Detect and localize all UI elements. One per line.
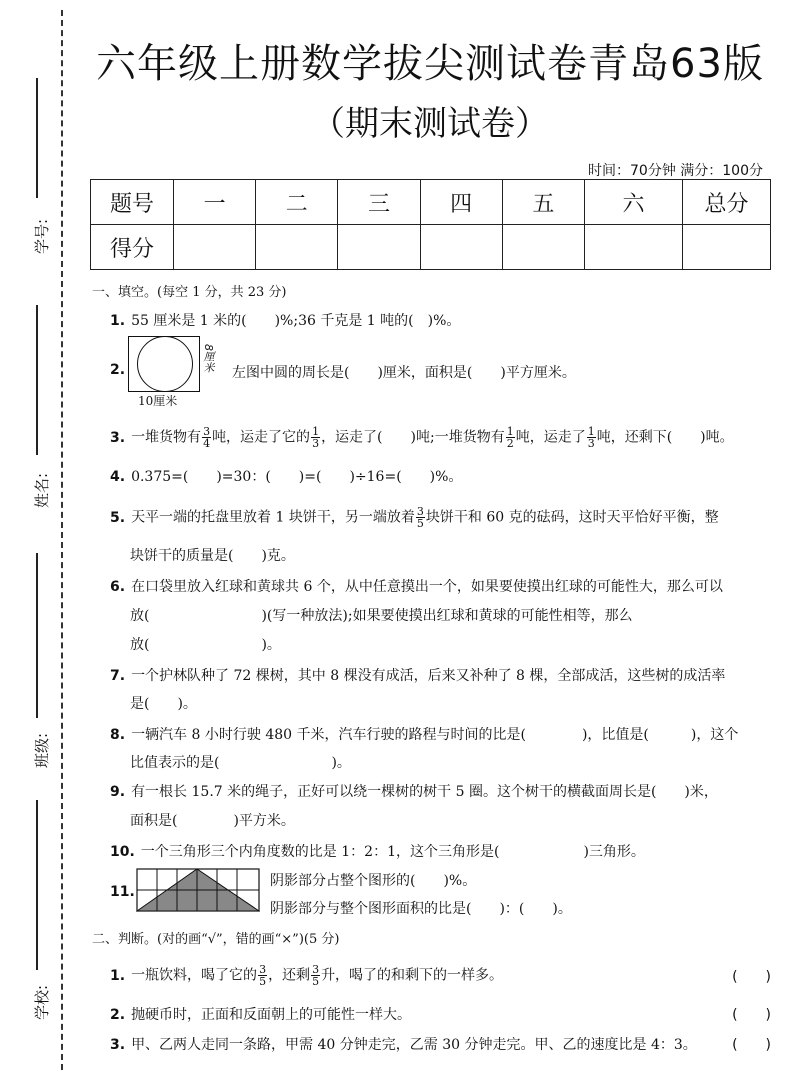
shaded-grid-figure [136, 868, 260, 912]
score-cell[interactable] [420, 225, 502, 270]
question-7: 7. 一个护林队种了 72 棵树，其中 8 棵没有成活，后来又补种了 8 棵，全部成活，这些树的成活率 [110, 668, 726, 684]
score-cell[interactable] [174, 225, 256, 270]
question-9-continued: 面积是( )平方米。 [130, 813, 295, 829]
fraction: $\frac{1}{3}$ [587, 425, 595, 450]
question-11-line-2: 阴影部分与整个图形面积的比是( )：( )。 [270, 901, 572, 917]
section-heading-fill: 一、填空。(每空 1 分，共 23 分) [92, 285, 287, 300]
answer-paren[interactable]: ( ) [732, 1007, 771, 1023]
score-cell[interactable] [585, 225, 683, 270]
question-7-continued: 是( )。 [130, 696, 197, 712]
question-4: 4. 0.375=( )=30：( )=( )÷16=( )%。 [110, 469, 463, 485]
row-label: 得分 [91, 225, 174, 270]
question-5-continued: 块饼干的质量是( )克。 [130, 548, 295, 564]
score-table [90, 179, 771, 270]
fraction: $\frac{3}{5}$ [312, 963, 320, 988]
question-11-number: 11. [110, 884, 135, 900]
fraction: $\frac{3}{4}$ [203, 425, 211, 450]
page-title: 六年级上册数学拔尖测试卷青岛63版 [96, 41, 764, 87]
figure-width-label: 10厘米 [138, 394, 178, 408]
header-cell: 二 [256, 180, 338, 225]
judge-3: 3. 甲、乙两人走同一条路，甲需 40 分钟走完，乙需 30 分钟走完。甲、乙的速度比是 4：3。 [110, 1037, 697, 1053]
header-cell: 一 [174, 180, 256, 225]
answer-paren[interactable]: ( ) [732, 1037, 771, 1053]
question-8: 8. 一辆汽车 8 小时行驶 480 千米，汽车行驶的路程与时间的比是( )，比值是( )，这个 [110, 727, 739, 743]
header-cell: 三 [338, 180, 420, 225]
question-2-number: 2. [110, 362, 126, 378]
score-table-header-row [91, 180, 771, 225]
figure-height-label: 8厘米 [202, 344, 215, 373]
header-cell: 五 [502, 180, 584, 225]
answer-paren[interactable]: ( ) [732, 969, 771, 985]
circle-shape [137, 336, 193, 392]
page-subtitle: （期末测试卷） [311, 104, 549, 144]
time-info: 时间：70分钟 满分：100分 [588, 163, 763, 179]
question-1: 1. 55 厘米是 1 米的( )%;36 千克是 1 吨的( )%。 [110, 313, 461, 329]
question-3: 3. 一堆货物有 $\frac{3}{4}$ 吨，运走了它的 $\frac{1}{3}$ ，运走了( )吨;一堆货物有 $\frac{1}{2}$ 吨，运走了 $\frac{1}{3}$ 吨，还剩下( )吨。 [110, 425, 734, 450]
question-8-continued: 比值表示的是( )。 [130, 755, 351, 771]
question-6-line-2: 放( )(写一种放法);如果要使摸出红球和黄球的可能性相等，那么 [130, 608, 633, 624]
question-6: 6. 在口袋里放入红球和黄球共 6 个，从中任意摸出一个，如果要使摸出红球的可能性大，那么可以 [110, 579, 723, 595]
question-6-line-3: 放( )。 [130, 637, 281, 653]
judge-2: 2. 抛硬币时，正面和反面朝上的可能性一样大。 [110, 1007, 412, 1023]
score-cell[interactable] [338, 225, 420, 270]
question-10: 10. 一个三角形三个内角度数的比是 1：2：1，这个三角形是( )三角形。 [110, 844, 645, 860]
fraction: $\frac{3}{5}$ [259, 963, 267, 988]
header-cell: 四 [420, 180, 502, 225]
question-5: 5. 天平一端的托盘里放着 1 块饼干，另一端放着 $\frac{3}{5}$ 块饼干和 60 克的砝码，这时天平恰好平衡，整 [110, 505, 719, 530]
score-cell[interactable] [256, 225, 338, 270]
header-cell: 题号 [91, 180, 174, 225]
judge-1: 1. 一瓶饮料，喝了它的 $\frac{3}{5}$ ，还剩 $\frac{3}{5}$ 升，喝了的和剩下的一样多。 [110, 963, 504, 988]
score-cell[interactable] [683, 225, 771, 270]
question-2: 左图中圆的周长是( )厘米，面积是( )平方厘米。 [232, 365, 576, 381]
score-cell[interactable] [502, 225, 584, 270]
score-table-score-row [91, 225, 771, 270]
fraction: $\frac{1}{2}$ [506, 425, 514, 450]
rectangle-circle-figure [128, 336, 200, 392]
header-cell: 六 [585, 180, 683, 225]
question-9: 9. 有一根长 15.7 米的绳子，正好可以绕一棵树的树干 5 圈。这个树干的横截面周长是( )米， [110, 784, 718, 800]
fraction: $\frac{1}{3}$ [312, 425, 320, 450]
question-11-line-1: 阴影部分占整个图形的( )%。 [270, 873, 477, 889]
header-cell: 总分 [683, 180, 771, 225]
fraction: $\frac{3}{5}$ [416, 505, 424, 530]
binding-dashed-line [61, 10, 63, 1070]
section-heading-judge: 二、判断。(对的画“√”，错的画“×”)(5 分) [92, 932, 340, 947]
